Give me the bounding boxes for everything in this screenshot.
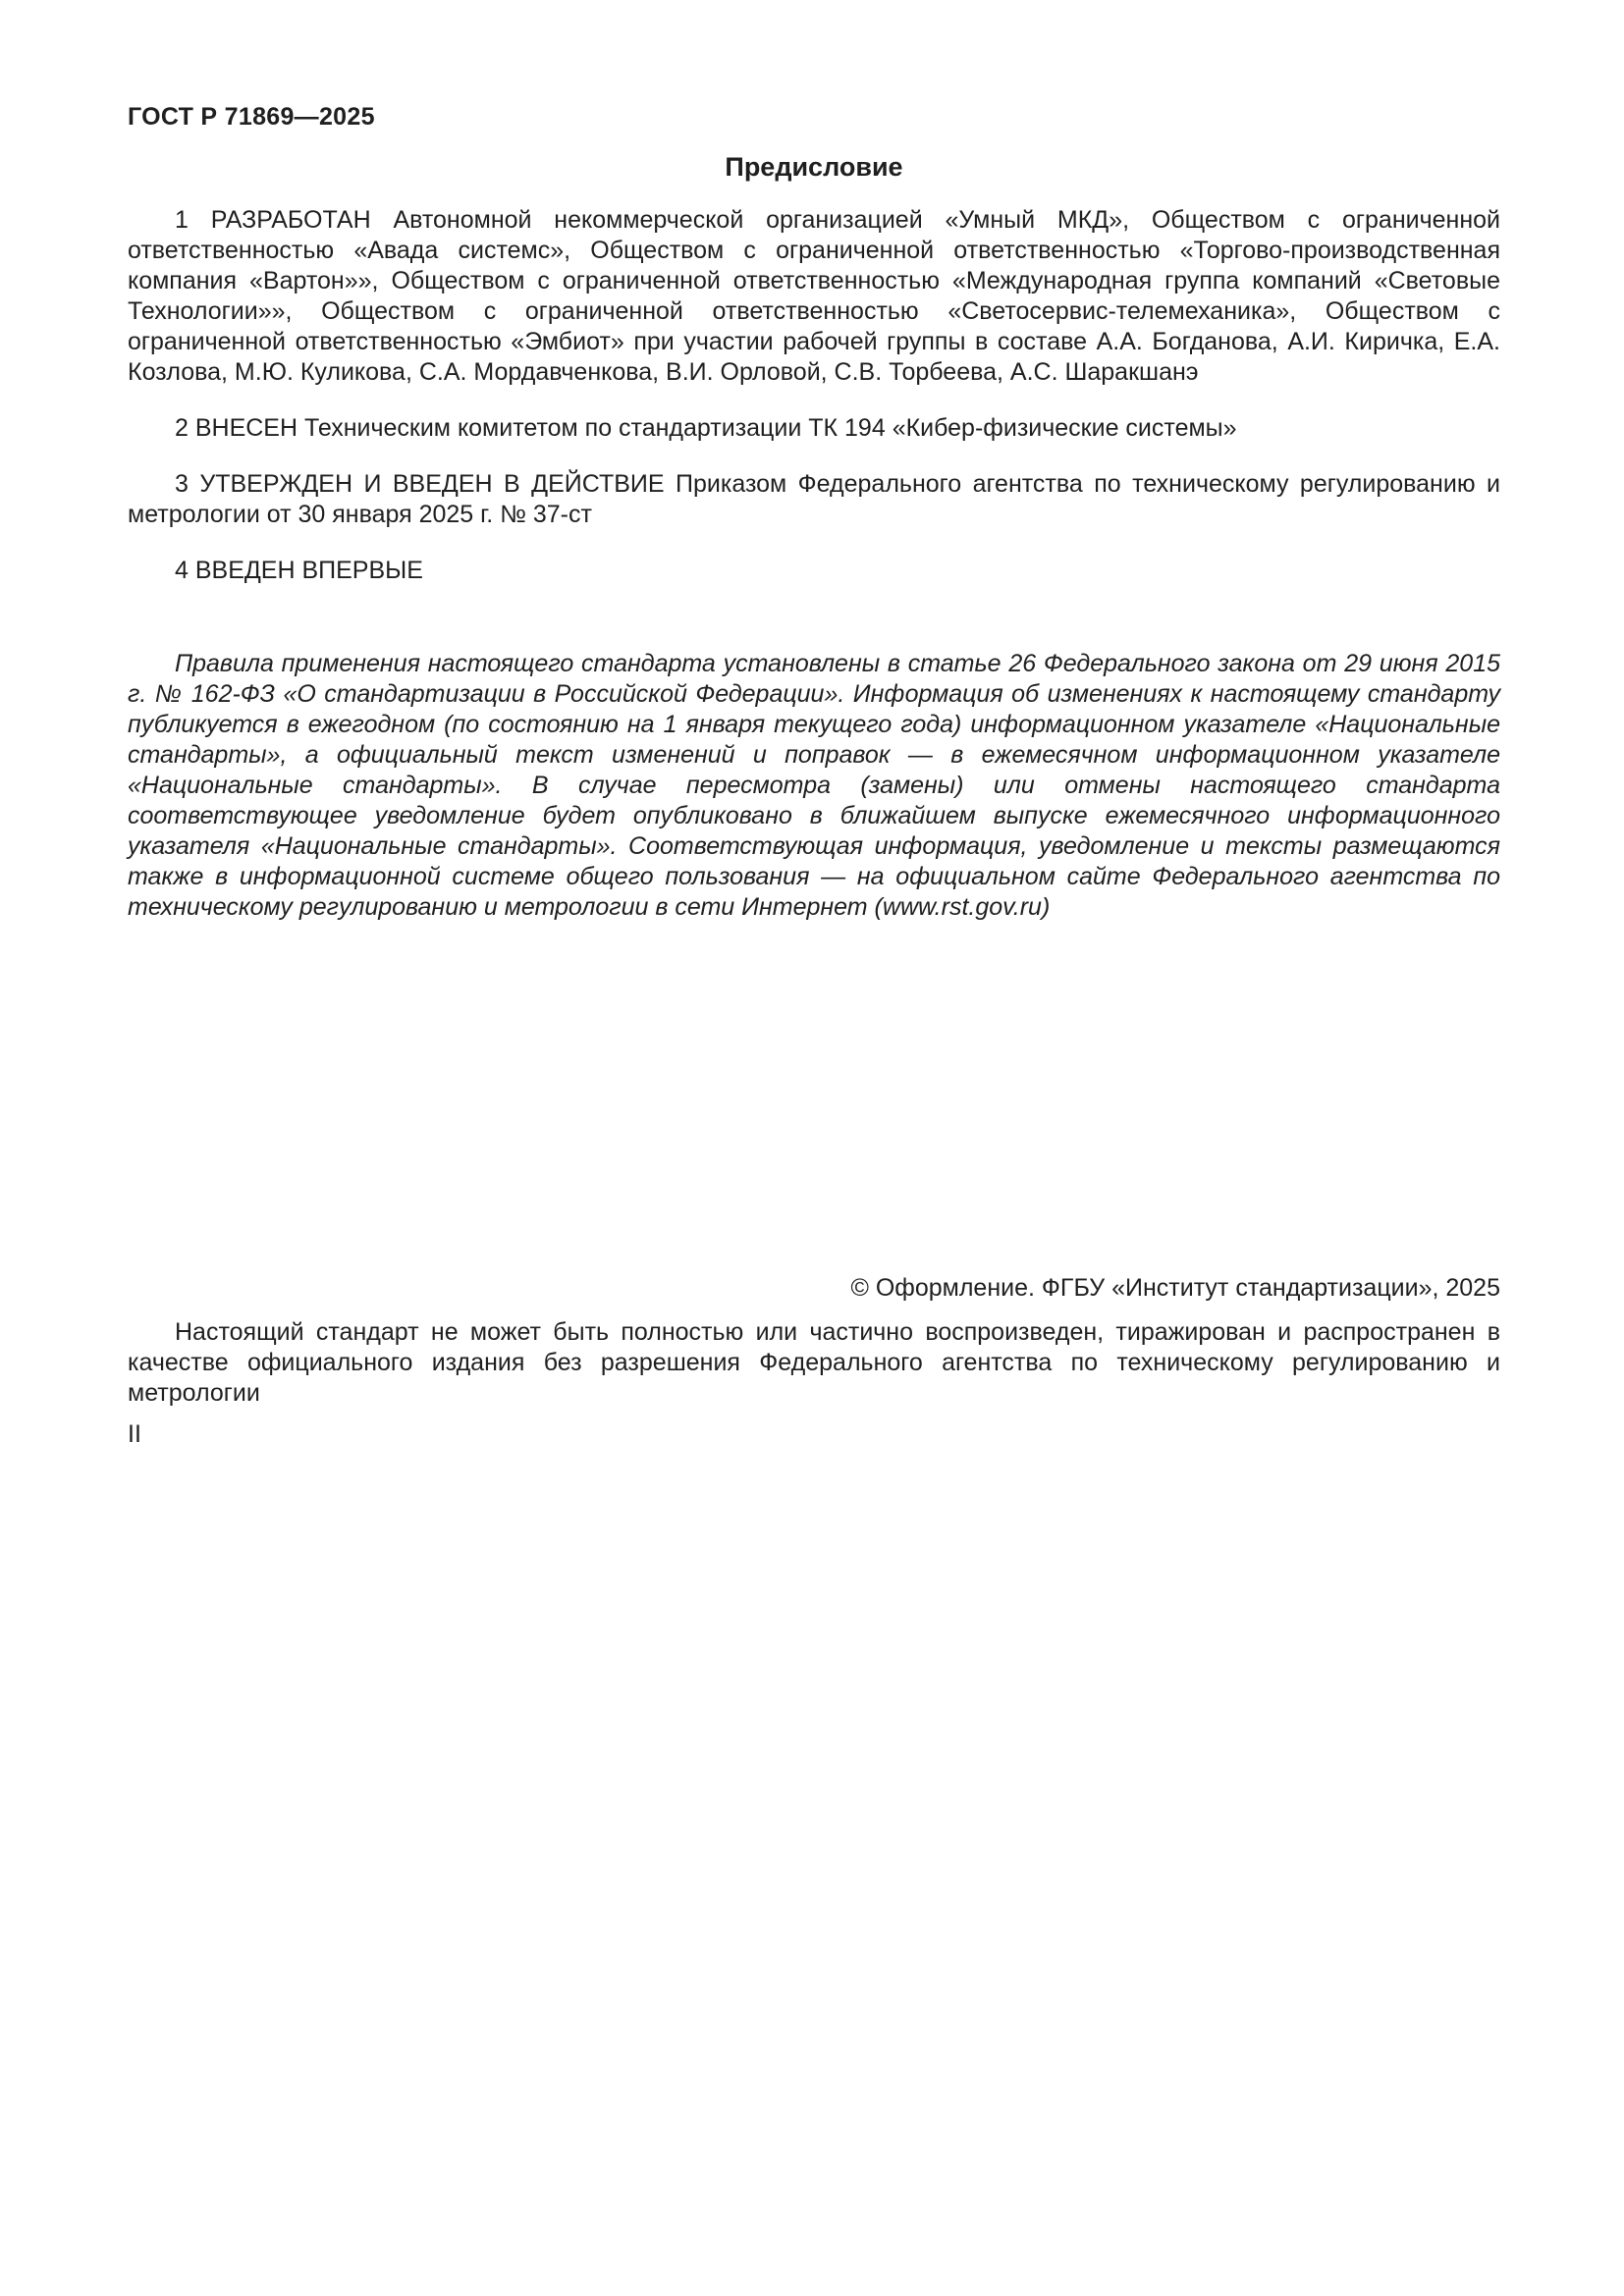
page-number: II (128, 1420, 141, 1448)
clause-developed-by: 1 РАЗРАБОТАН Автономной некоммерческой организацией «Умный МКД», Обществом с ограниченной ответственностью «Авада системс», Обществом с ограниченной ответственностью «Торгово-производственная компания «Вартон»», Обществом с ограниченной ответственностью «Международная группа компаний «Световые Технологии»», Обществом с ограниченной ответственностью «Светосервис-телемеханика», Обществом с ограниченной ответственностью «Эмбиот» при участии рабочей группы в составе А.А. Богданова, А.И. Киричка, Е.А. Козлова, М.Ю. Куликова, С.А. Мордавченкова, В.И. Орловой, С.В. Торбеева, А.С. Шаракшанэ (128, 206, 1500, 386)
copyright-line: © Оформление. ФГБУ «Институт стандартизации», 2025 (850, 1274, 1500, 1302)
reproduction-notice: Настоящий стандарт не может быть полностью или частично воспроизведен, тиражирован и распространен в качестве официального издания без разрешения Федерального агентства по техническому регулированию и метрологии (128, 1318, 1500, 1407)
clause-approved: 3 УТВЕРЖДЕН И ВВЕДЕН В ДЕЙСТВИЕ Приказом Федерального агентства по техническому регулированию и метрологии от 30 января 2025 г. № 37-ст (128, 470, 1500, 528)
doc-number: ГОСТ Р 71869—2025 (128, 103, 375, 131)
page-content (128, 0, 1500, 2296)
section-title: Предисловие (725, 152, 903, 182)
clause-submitted-by: 2 ВНЕСЕН Техническим комитетом по стандартизации ТК 194 «Кибер-физические системы» (175, 414, 1237, 442)
application-rules-notice: Правила применения настоящего стандарта установлены в статье 26 Федерального закона от 29 июня 2015 г. № 162-ФЗ «О стандартизации в Российской Федерации». Информация об изменениях к настоящему стандарту публикуется в ежегодном (по состоянию на 1 января текущего года) информационном указателе «Национальные стандарты», а официальный текст изменений и поправок — в ежемесячном информационном указателе «Национальные стандарты». В случае пересмотра (замены) или отмены настоящего стандарта соответствующее уведомление будет опубликовано в ближайшем выпуске ежемесячного информационного указателя «Национальные стандарты». Соответствующая информация, уведомление и тексты размещаются также в информационной системе общего пользования — на официальном сайте Федерального агентства по техническому регулированию и метрологии в сети Интернет (www.rst.gov.ru) (128, 650, 1500, 921)
clause-first-edition: 4 ВВЕДЕН ВПЕРВЫЕ (175, 557, 423, 584)
